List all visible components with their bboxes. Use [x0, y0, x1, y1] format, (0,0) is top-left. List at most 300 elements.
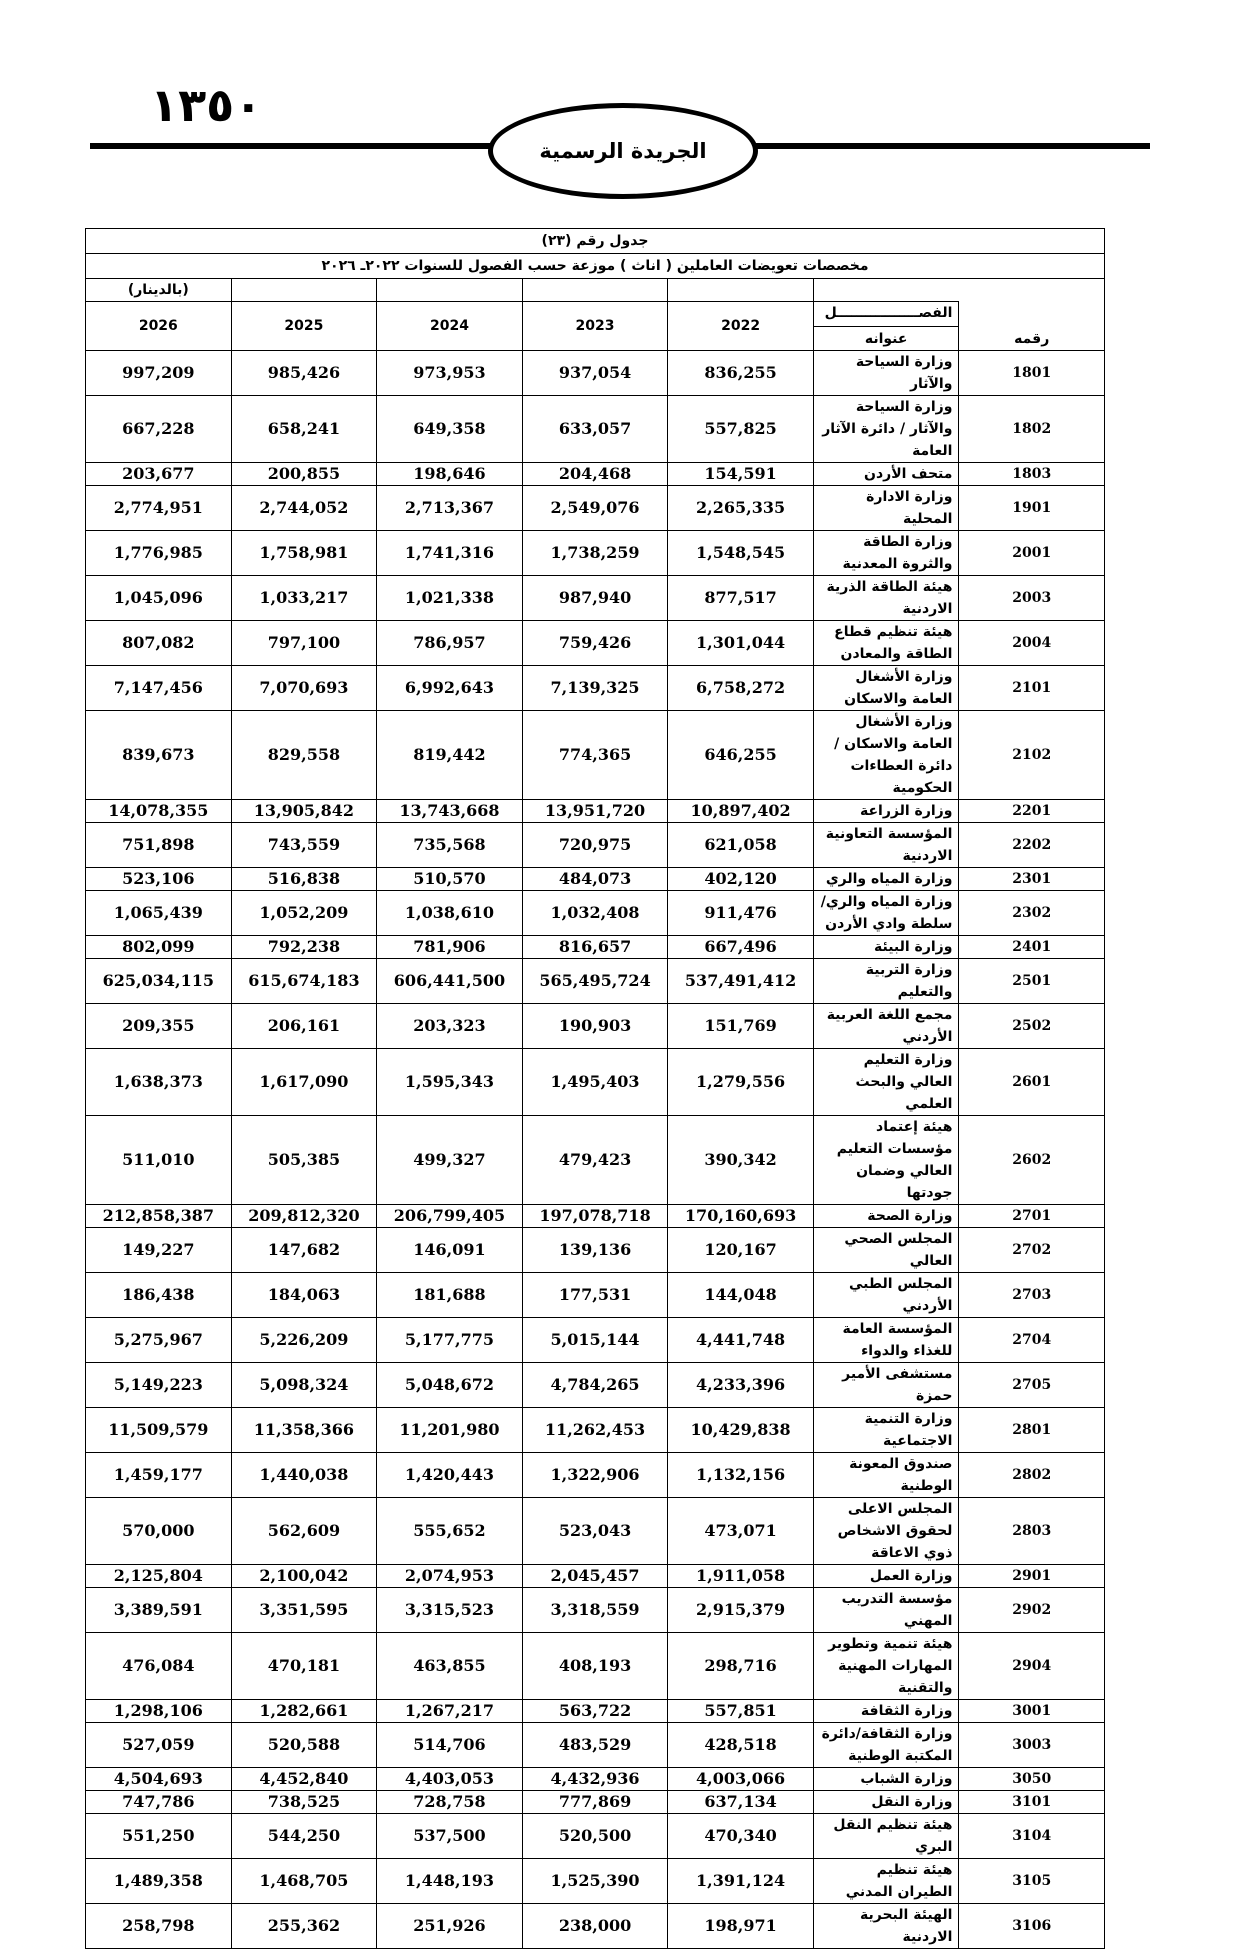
- amount-cell: 557,825: [668, 396, 814, 463]
- amount-cell: 738,525: [231, 1791, 377, 1814]
- table-row: [86, 1723, 1105, 1768]
- chapter-name: وزارة المياه والري/سلطة وادي الأردن: [813, 891, 959, 936]
- unit-row: [86, 279, 1105, 302]
- chapter-name: المجلس الصحي العالي: [813, 1228, 959, 1273]
- amount-cell: 537,491,412: [668, 959, 814, 1004]
- table-row: [86, 1700, 1105, 1723]
- chapter-code: 3105: [959, 1859, 1105, 1904]
- amount-cell: 667,496: [668, 936, 814, 959]
- chapter-name: وزارة الطاقة والثروة المعدنية: [813, 531, 959, 576]
- amount-cell: 514,706: [377, 1723, 523, 1768]
- table-row: [86, 1116, 1105, 1205]
- chapter-name: وزارة البيئة: [813, 936, 959, 959]
- amount-cell: 1,459,177: [86, 1453, 232, 1498]
- chapter-header: [813, 302, 959, 351]
- table-row: [86, 1318, 1105, 1363]
- chapter-name: وزارة الزراعة: [813, 800, 959, 823]
- amount-cell: 1,758,981: [231, 531, 377, 576]
- chapter-name: وزارة النقل: [813, 1791, 959, 1814]
- chapter-name: مجمع اللغة العربية الأردني: [813, 1004, 959, 1049]
- amount-cell: 1,279,556: [668, 1049, 814, 1116]
- amount-cell: 667,228: [86, 396, 232, 463]
- amount-cell: 2,744,052: [231, 486, 377, 531]
- amount-cell: 1,525,390: [522, 1859, 668, 1904]
- chapter-name: وزارة التنمية الاجتماعية: [813, 1408, 959, 1453]
- amount-cell: 6,992,643: [377, 666, 523, 711]
- chapter-name: هيئة إعتماد مؤسسات التعليم العالي وضمان جودتها: [813, 1116, 959, 1205]
- chapter-code: 2501: [959, 959, 1105, 1004]
- amount-cell: 5,177,775: [377, 1318, 523, 1363]
- chapter-code: 2801: [959, 1408, 1105, 1453]
- amount-cell: 10,897,402: [668, 800, 814, 823]
- amount-cell: 520,500: [522, 1814, 668, 1859]
- chapter-name: هيئة تنظيم قطاع الطاقة والمعادن: [813, 621, 959, 666]
- table-row: [86, 959, 1105, 1004]
- amount-cell: 149,227: [86, 1228, 232, 1273]
- amount-cell: 184,063: [231, 1273, 377, 1318]
- table-row: [86, 666, 1105, 711]
- amount-cell: 1,132,156: [668, 1453, 814, 1498]
- amount-cell: 510,570: [377, 868, 523, 891]
- amount-cell: 7,070,693: [231, 666, 377, 711]
- amount-cell: 836,255: [668, 351, 814, 396]
- chapter-code: 2803: [959, 1498, 1105, 1565]
- chapter-code: 2101: [959, 666, 1105, 711]
- table-row: [86, 711, 1105, 800]
- amount-cell: 147,682: [231, 1228, 377, 1273]
- amount-cell: 646,255: [668, 711, 814, 800]
- amount-cell: 483,529: [522, 1723, 668, 1768]
- amount-cell: 1,052,209: [231, 891, 377, 936]
- amount-cell: 555,652: [377, 1498, 523, 1565]
- amount-cell: 658,241: [231, 396, 377, 463]
- amount-cell: 255,362: [231, 1904, 377, 1949]
- amount-cell: 402,120: [668, 868, 814, 891]
- amount-cell: 792,238: [231, 936, 377, 959]
- table-row: [86, 891, 1105, 936]
- amount-cell: 3,389,591: [86, 1588, 232, 1633]
- amount-cell: 200,855: [231, 463, 377, 486]
- amount-cell: 3,351,595: [231, 1588, 377, 1633]
- amount-cell: 203,677: [86, 463, 232, 486]
- amount-cell: 621,058: [668, 823, 814, 868]
- amount-cell: 527,059: [86, 1723, 232, 1768]
- amount-cell: 1,038,610: [377, 891, 523, 936]
- chapter-code: 2703: [959, 1273, 1105, 1318]
- amount-cell: 298,716: [668, 1633, 814, 1700]
- amount-cell: 1,282,661: [231, 1700, 377, 1723]
- amount-cell: 839,673: [86, 711, 232, 800]
- amount-cell: 829,558: [231, 711, 377, 800]
- amount-cell: 154,591: [668, 463, 814, 486]
- amount-cell: 819,442: [377, 711, 523, 800]
- amount-cell: 204,468: [522, 463, 668, 486]
- chapter-code: 2601: [959, 1049, 1105, 1116]
- unit-label: (بالدينار): [86, 279, 232, 302]
- amount-cell: 14,078,355: [86, 800, 232, 823]
- amount-cell: 937,054: [522, 351, 668, 396]
- amount-cell: 1,468,705: [231, 1859, 377, 1904]
- table-row: [86, 1498, 1105, 1565]
- amount-cell: 2,915,379: [668, 1588, 814, 1633]
- amount-cell: 2,265,335: [668, 486, 814, 531]
- chapter-name: متحف الأردن: [813, 463, 959, 486]
- amount-cell: 4,003,066: [668, 1768, 814, 1791]
- amount-cell: 511,010: [86, 1116, 232, 1205]
- header-rule-right: [755, 143, 1150, 149]
- table-title: جدول رقم (٢٣): [86, 229, 1105, 254]
- table-row: [86, 1814, 1105, 1859]
- amount-cell: 1,911,058: [668, 1565, 814, 1588]
- chapter-code: 2904: [959, 1633, 1105, 1700]
- amount-cell: 4,233,396: [668, 1363, 814, 1408]
- amount-cell: 4,441,748: [668, 1318, 814, 1363]
- table-subtitle: مخصصات تعويضات العاملين ( اناث ) موزعة حسب الفصول للسنوات ٢٠٢٢ـ ٢٠٢٦: [86, 254, 1105, 279]
- table-row: [86, 1408, 1105, 1453]
- amount-cell: 751,898: [86, 823, 232, 868]
- amount-cell: 7,147,456: [86, 666, 232, 711]
- chapter-code: 1901: [959, 486, 1105, 531]
- amount-cell: 743,559: [231, 823, 377, 868]
- amount-cell: 997,209: [86, 351, 232, 396]
- amount-cell: 186,438: [86, 1273, 232, 1318]
- amount-cell: 479,423: [522, 1116, 668, 1205]
- table-row: [86, 1904, 1105, 1949]
- masthead-oval: [488, 103, 758, 199]
- amount-cell: 1,741,316: [377, 531, 523, 576]
- chapter-name: هيئة تنظيم النقل البري: [813, 1814, 959, 1859]
- amount-cell: 637,134: [668, 1791, 814, 1814]
- amount-cell: 258,798: [86, 1904, 232, 1949]
- amount-cell: 728,758: [377, 1791, 523, 1814]
- amount-cell: 781,906: [377, 936, 523, 959]
- header-rule-left: [90, 143, 495, 149]
- amount-cell: 251,926: [377, 1904, 523, 1949]
- chapter-code: 2301: [959, 868, 1105, 891]
- year-header: 2023: [522, 302, 668, 351]
- table-row: [86, 1859, 1105, 1904]
- amount-cell: 1,065,439: [86, 891, 232, 936]
- amount-cell: 563,722: [522, 1700, 668, 1723]
- amount-cell: 5,098,324: [231, 1363, 377, 1408]
- amount-cell: 177,531: [522, 1273, 668, 1318]
- chapter-code: 1801: [959, 351, 1105, 396]
- chapter-name: وزارة الصحة: [813, 1205, 959, 1228]
- amount-cell: 735,568: [377, 823, 523, 868]
- table-row: [86, 1453, 1105, 1498]
- table-row: [86, 1791, 1105, 1814]
- chapter-label: الفصـــــــــــــــــل: [814, 302, 959, 327]
- amount-cell: 206,161: [231, 1004, 377, 1049]
- chapter-name: هيئة تنظيم الطيران المدني: [813, 1859, 959, 1904]
- table-row: [86, 1633, 1105, 1700]
- amount-cell: 198,646: [377, 463, 523, 486]
- amount-cell: 139,136: [522, 1228, 668, 1273]
- amount-cell: 5,149,223: [86, 1363, 232, 1408]
- year-header: 2022: [668, 302, 814, 351]
- amount-cell: 238,000: [522, 1904, 668, 1949]
- chapter-code: 1802: [959, 396, 1105, 463]
- chapter-name: وزارة الثقافة: [813, 1700, 959, 1723]
- amount-cell: 774,365: [522, 711, 668, 800]
- amount-cell: 13,743,668: [377, 800, 523, 823]
- amount-cell: 777,869: [522, 1791, 668, 1814]
- amount-cell: 470,340: [668, 1814, 814, 1859]
- amount-cell: 209,812,320: [231, 1205, 377, 1228]
- amount-cell: 170,160,693: [668, 1205, 814, 1228]
- chapter-name: وزارة الثقافة/دائرة المكتبة الوطنية: [813, 1723, 959, 1768]
- amount-cell: 1,595,343: [377, 1049, 523, 1116]
- table-subtitle-row: [86, 254, 1105, 279]
- name-header: عنوانه: [864, 331, 908, 347]
- amount-cell: 190,903: [522, 1004, 668, 1049]
- table-row: [86, 531, 1105, 576]
- amount-cell: 408,193: [522, 1633, 668, 1700]
- amount-cell: 4,403,053: [377, 1768, 523, 1791]
- amount-cell: 1,617,090: [231, 1049, 377, 1116]
- amount-cell: 802,099: [86, 936, 232, 959]
- amount-cell: 1,420,443: [377, 1453, 523, 1498]
- year-header: 2024: [377, 302, 523, 351]
- amount-cell: 463,855: [377, 1633, 523, 1700]
- amount-cell: 209,355: [86, 1004, 232, 1049]
- chapter-name: المجلس الاعلى لحقوق الاشخاص ذوي الاعاقة: [813, 1498, 959, 1565]
- table-title-row: [86, 229, 1105, 254]
- amount-cell: 615,674,183: [231, 959, 377, 1004]
- table-row: [86, 1205, 1105, 1228]
- amount-cell: 633,057: [522, 396, 668, 463]
- amount-cell: 537,500: [377, 1814, 523, 1859]
- chapter-name: المؤسسة التعاونية الاردنية: [813, 823, 959, 868]
- amount-cell: 1,032,408: [522, 891, 668, 936]
- amount-cell: 807,082: [86, 621, 232, 666]
- chapter-name: المجلس الطبي الأردني: [813, 1273, 959, 1318]
- amount-cell: 606,441,500: [377, 959, 523, 1004]
- amount-cell: 544,250: [231, 1814, 377, 1859]
- amount-cell: 428,518: [668, 1723, 814, 1768]
- amount-cell: 562,609: [231, 1498, 377, 1565]
- table-row: [86, 868, 1105, 891]
- amount-cell: 4,504,693: [86, 1768, 232, 1791]
- table-row: [86, 351, 1105, 396]
- page-number: ١٣٥٠: [150, 78, 263, 132]
- amount-cell: 1,301,044: [668, 621, 814, 666]
- amount-cell: 197,078,718: [522, 1205, 668, 1228]
- amount-cell: 2,100,042: [231, 1565, 377, 1588]
- amount-cell: 505,385: [231, 1116, 377, 1205]
- amount-cell: 1,448,193: [377, 1859, 523, 1904]
- table-row: [86, 1565, 1105, 1588]
- chapter-name: وزارة الأشغال العامة والاسكان / دائرة العطاءات الحكومية: [813, 711, 959, 800]
- amount-cell: 1,495,403: [522, 1049, 668, 1116]
- chapter-code: 2901: [959, 1565, 1105, 1588]
- chapter-code: 3050: [959, 1768, 1105, 1791]
- amount-cell: 1,322,906: [522, 1453, 668, 1498]
- amount-cell: 570,000: [86, 1498, 232, 1565]
- amount-cell: 4,452,840: [231, 1768, 377, 1791]
- amount-cell: 565,495,724: [522, 959, 668, 1004]
- amount-cell: 3,315,523: [377, 1588, 523, 1633]
- amount-cell: 816,657: [522, 936, 668, 959]
- amount-cell: 1,033,217: [231, 576, 377, 621]
- amount-cell: 523,043: [522, 1498, 668, 1565]
- chapter-code: 2003: [959, 576, 1105, 621]
- amount-cell: 473,071: [668, 1498, 814, 1565]
- chapter-name: وزارة الأشغال العامة والاسكان: [813, 666, 959, 711]
- amount-cell: 797,100: [231, 621, 377, 666]
- table-row: [86, 1588, 1105, 1633]
- amount-cell: 649,358: [377, 396, 523, 463]
- amount-cell: 6,758,272: [668, 666, 814, 711]
- amount-cell: 146,091: [377, 1228, 523, 1273]
- table-row: [86, 823, 1105, 868]
- chapter-code: 2705: [959, 1363, 1105, 1408]
- chapter-name: الهيئة البحرية الاردنية: [813, 1904, 959, 1949]
- amount-cell: 3,318,559: [522, 1588, 668, 1633]
- amount-cell: 985,426: [231, 351, 377, 396]
- amount-cell: 520,588: [231, 1723, 377, 1768]
- amount-cell: 13,951,720: [522, 800, 668, 823]
- chapter-code: 2004: [959, 621, 1105, 666]
- amount-cell: 516,838: [231, 868, 377, 891]
- table-row: [86, 576, 1105, 621]
- table-row: [86, 1228, 1105, 1273]
- amount-cell: 759,426: [522, 621, 668, 666]
- amount-cell: 1,489,358: [86, 1859, 232, 1904]
- chapter-name: هيئة الطاقة الذرية الاردنية: [813, 576, 959, 621]
- amount-cell: 877,517: [668, 576, 814, 621]
- amount-cell: 523,106: [86, 868, 232, 891]
- table-row: [86, 936, 1105, 959]
- amount-cell: 551,250: [86, 1814, 232, 1859]
- amount-cell: 198,971: [668, 1904, 814, 1949]
- table-row: [86, 621, 1105, 666]
- amount-cell: 5,275,967: [86, 1318, 232, 1363]
- chapter-code: 3101: [959, 1791, 1105, 1814]
- chapter-code: 2902: [959, 1588, 1105, 1633]
- amount-cell: 4,432,936: [522, 1768, 668, 1791]
- chapter-name: وزارة التربية والتعليم: [813, 959, 959, 1004]
- amount-cell: 2,125,804: [86, 1565, 232, 1588]
- allocations-table: [85, 228, 1105, 1949]
- amount-cell: 2,549,076: [522, 486, 668, 531]
- amount-cell: 4,784,265: [522, 1363, 668, 1408]
- amount-cell: 1,267,217: [377, 1700, 523, 1723]
- amount-cell: 11,509,579: [86, 1408, 232, 1453]
- table-row: [86, 1004, 1105, 1049]
- allocations-table-container: [85, 228, 1105, 1949]
- masthead-title: الجريدة الرسمية: [539, 139, 707, 163]
- table-row: [86, 396, 1105, 463]
- table-row: [86, 1273, 1105, 1318]
- amount-cell: 973,953: [377, 351, 523, 396]
- amount-cell: 11,201,980: [377, 1408, 523, 1453]
- amount-cell: 1,440,038: [231, 1453, 377, 1498]
- amount-cell: 5,048,672: [377, 1363, 523, 1408]
- amount-cell: 1,548,545: [668, 531, 814, 576]
- chapter-name: المؤسسة العامة للغذاء والدواء: [813, 1318, 959, 1363]
- amount-cell: 10,429,838: [668, 1408, 814, 1453]
- chapter-code: 2001: [959, 531, 1105, 576]
- year-header: 2026: [86, 302, 232, 351]
- table-row: [86, 463, 1105, 486]
- chapter-code: 2701: [959, 1205, 1105, 1228]
- amount-cell: 987,940: [522, 576, 668, 621]
- chapter-code: 3104: [959, 1814, 1105, 1859]
- table-row: [86, 1363, 1105, 1408]
- chapter-name: وزارة المياه والري: [813, 868, 959, 891]
- chapter-name: هيئة تنمية وتطوير المهارات المهنية والتقنية: [813, 1633, 959, 1700]
- amount-cell: 144,048: [668, 1273, 814, 1318]
- amount-cell: 1,021,338: [377, 576, 523, 621]
- year-header: 2025: [231, 302, 377, 351]
- amount-cell: 5,015,144: [522, 1318, 668, 1363]
- chapter-name: مؤسسة التدريب المهني: [813, 1588, 959, 1633]
- amount-cell: 11,358,366: [231, 1408, 377, 1453]
- chapter-name: وزارة السياحة والآثار: [813, 351, 959, 396]
- header-row: [86, 302, 1105, 351]
- amount-cell: 2,074,953: [377, 1565, 523, 1588]
- amount-cell: 13,905,842: [231, 800, 377, 823]
- chapter-code: 2201: [959, 800, 1105, 823]
- chapter-code: 2802: [959, 1453, 1105, 1498]
- amount-cell: 151,769: [668, 1004, 814, 1049]
- chapter-code: 3106: [959, 1904, 1105, 1949]
- amount-cell: 720,975: [522, 823, 668, 868]
- amount-cell: 1,391,124: [668, 1859, 814, 1904]
- chapter-code: 1803: [959, 463, 1105, 486]
- amount-cell: 1,776,985: [86, 531, 232, 576]
- amount-cell: 1,298,106: [86, 1700, 232, 1723]
- amount-cell: 212,858,387: [86, 1205, 232, 1228]
- amount-cell: 7,139,325: [522, 666, 668, 711]
- amount-cell: 499,327: [377, 1116, 523, 1205]
- chapter-name: وزارة التعليم العالي والبحث العلمي: [813, 1049, 959, 1116]
- amount-cell: 1,738,259: [522, 531, 668, 576]
- amount-cell: 2,045,457: [522, 1565, 668, 1588]
- chapter-name: وزارة العمل: [813, 1565, 959, 1588]
- amount-cell: 625,034,115: [86, 959, 232, 1004]
- chapter-code: 2502: [959, 1004, 1105, 1049]
- amount-cell: 206,799,405: [377, 1205, 523, 1228]
- table-row: [86, 486, 1105, 531]
- amount-cell: 2,713,367: [377, 486, 523, 531]
- chapter-code: 2602: [959, 1116, 1105, 1205]
- amount-cell: 2,774,951: [86, 486, 232, 531]
- amount-cell: 786,957: [377, 621, 523, 666]
- amount-cell: 476,084: [86, 1633, 232, 1700]
- amount-cell: 1,638,373: [86, 1049, 232, 1116]
- amount-cell: 470,181: [231, 1633, 377, 1700]
- chapter-code: 2302: [959, 891, 1105, 936]
- amount-cell: 747,786: [86, 1791, 232, 1814]
- chapter-code: 2702: [959, 1228, 1105, 1273]
- code-header: رقمه: [959, 302, 1105, 351]
- amount-cell: 484,073: [522, 868, 668, 891]
- amount-cell: 557,851: [668, 1700, 814, 1723]
- amount-cell: 911,476: [668, 891, 814, 936]
- amount-cell: 1,045,096: [86, 576, 232, 621]
- chapter-code: 3003: [959, 1723, 1105, 1768]
- amount-cell: 390,342: [668, 1116, 814, 1205]
- chapter-name: مستشفى الأمير حمزة: [813, 1363, 959, 1408]
- amount-cell: 11,262,453: [522, 1408, 668, 1453]
- table-row: [86, 1049, 1105, 1116]
- table-row: [86, 800, 1105, 823]
- chapter-code: 2102: [959, 711, 1105, 800]
- chapter-code: 2202: [959, 823, 1105, 868]
- amount-cell: 181,688: [377, 1273, 523, 1318]
